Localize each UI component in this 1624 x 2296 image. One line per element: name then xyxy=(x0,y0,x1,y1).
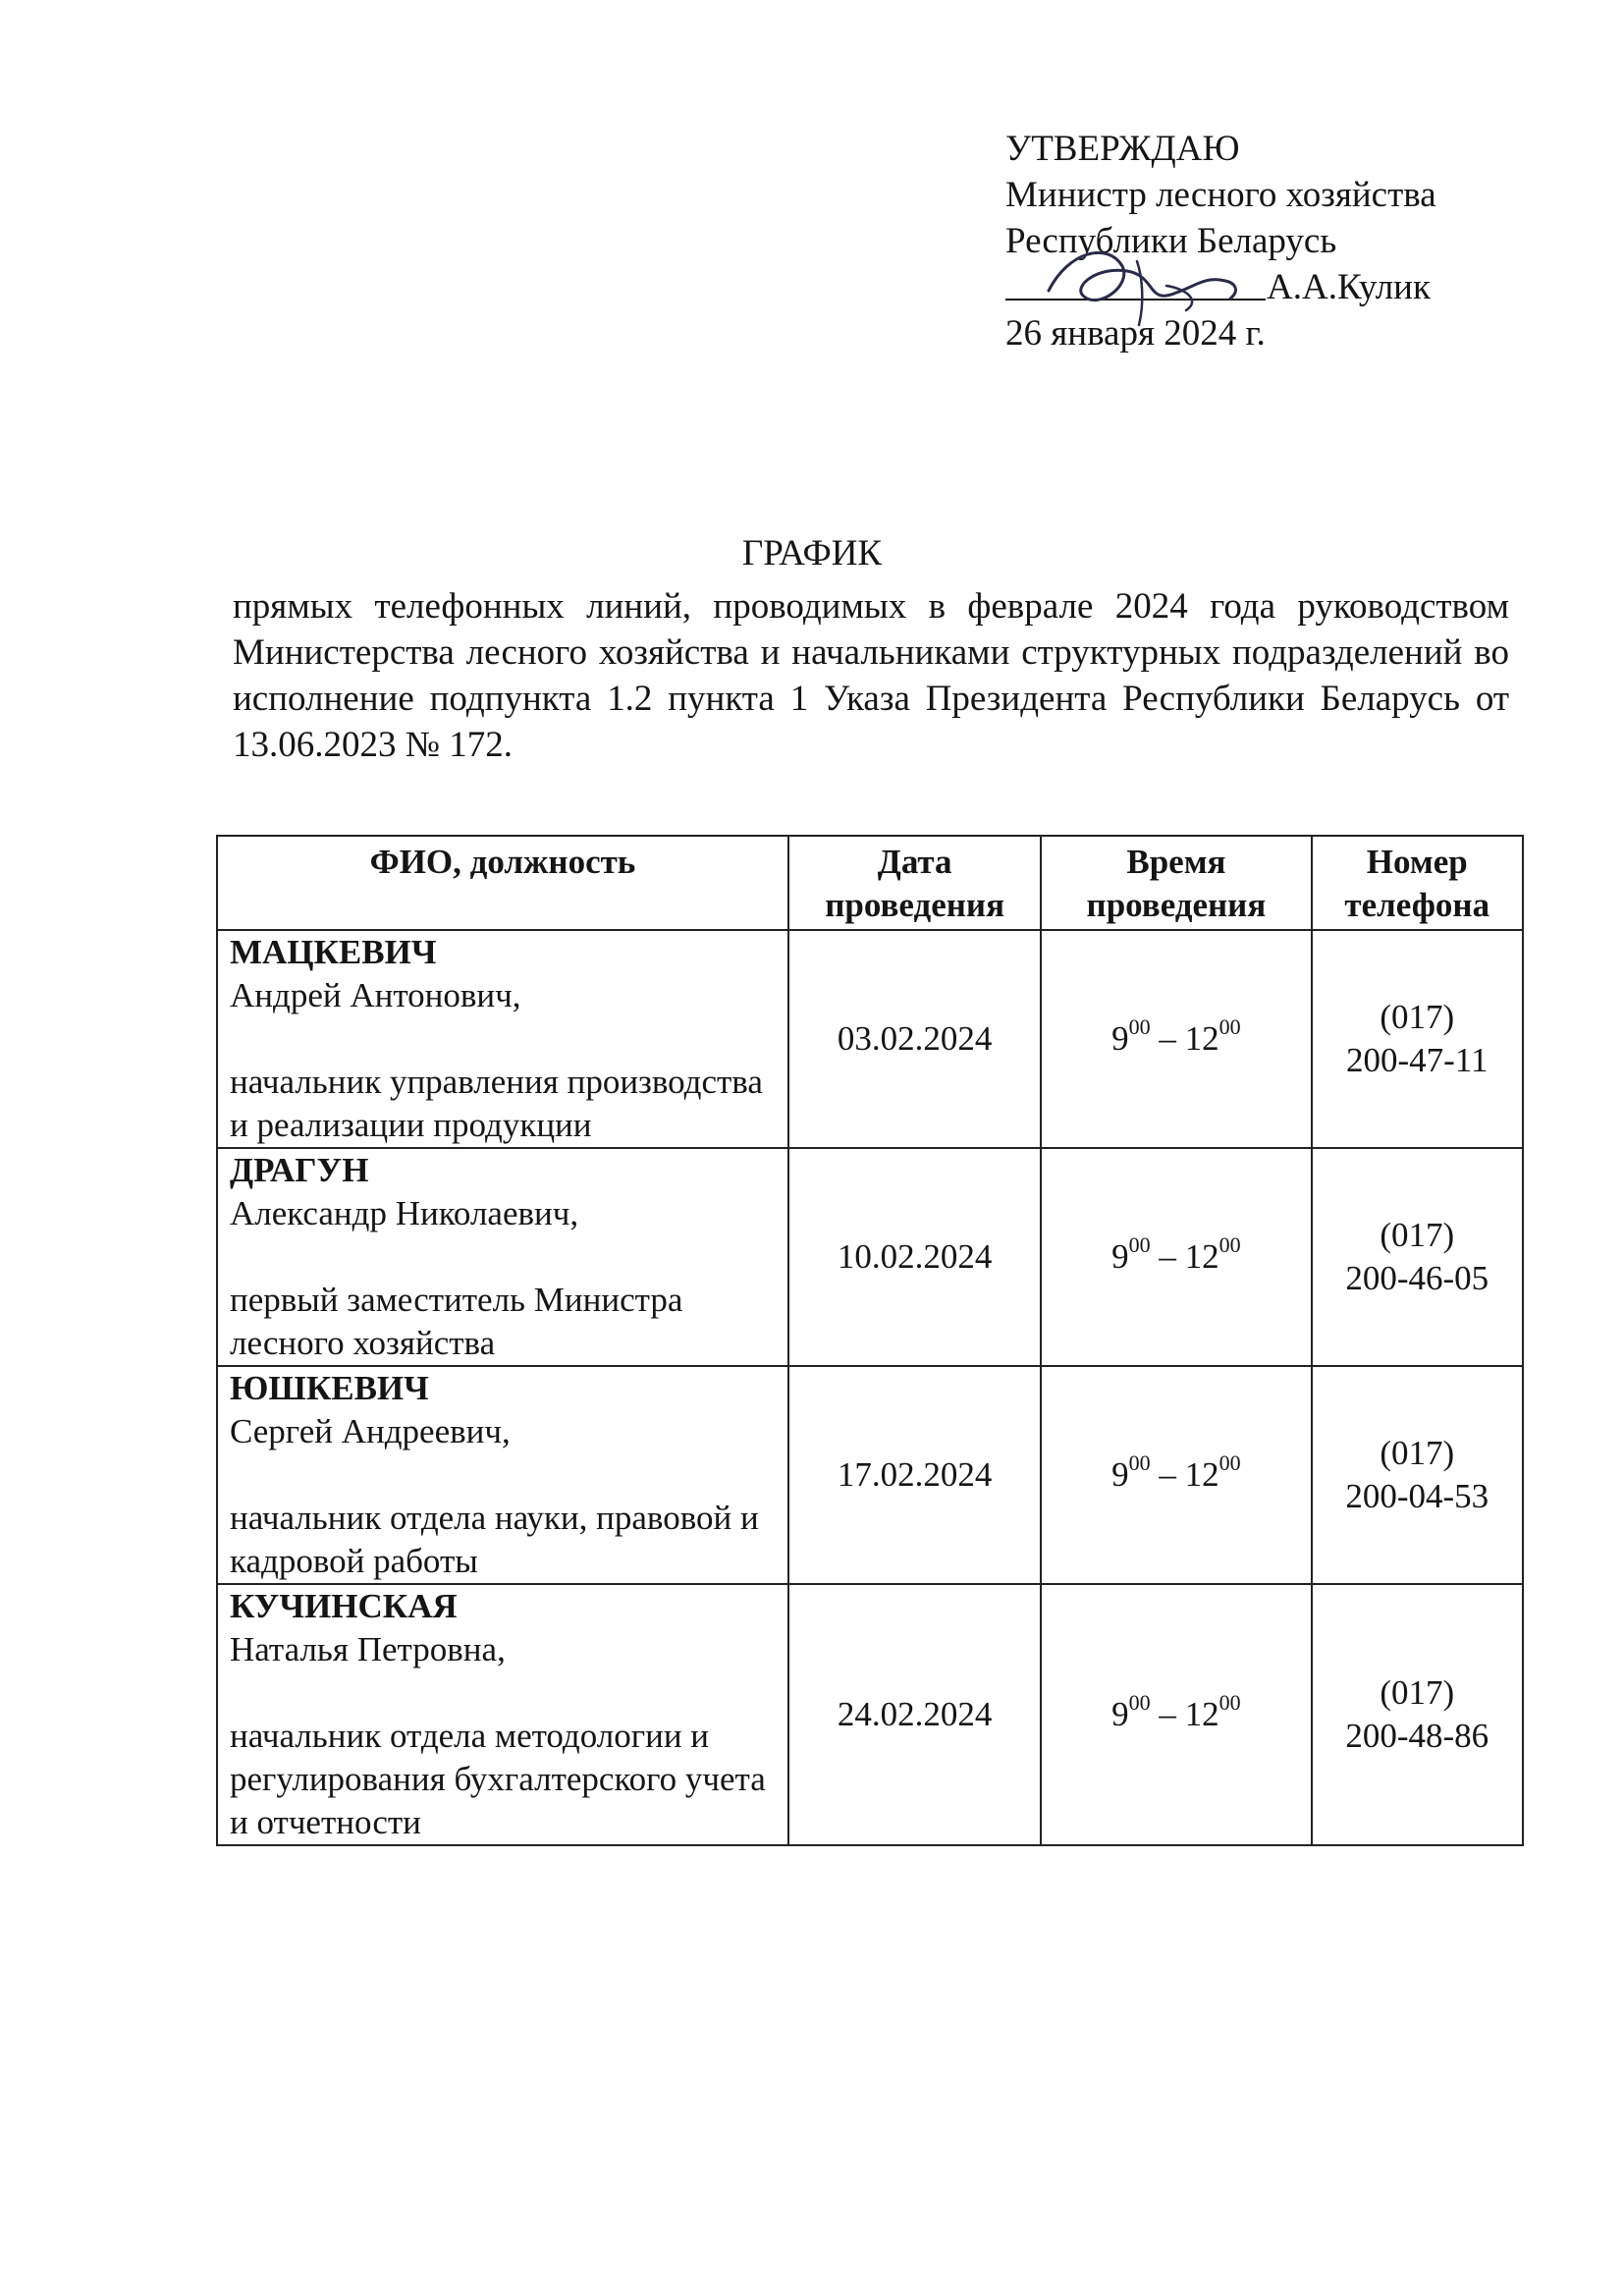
table-row xyxy=(217,1584,1523,1845)
approval-heading: УТВЕРЖДАЮ xyxy=(1005,129,1240,169)
header-name: ФИО, должность xyxy=(217,836,788,930)
surname: ДРАГУН xyxy=(230,1151,369,1189)
schedule-table xyxy=(216,835,1524,1846)
phone-number: 200-47-11 xyxy=(1345,1041,1489,1079)
phone-cell xyxy=(1312,1366,1524,1584)
phone-code: (017) xyxy=(1380,998,1455,1036)
position: начальник отдела науки, правовой и кадровой работы xyxy=(230,1499,759,1580)
spacer xyxy=(230,1235,776,1279)
header-phone: Номер телефона xyxy=(1312,836,1524,930)
time-cell: $9^{00} - 12^{00}$ xyxy=(1041,1148,1311,1366)
spacer xyxy=(230,1017,776,1061)
handwritten-signature xyxy=(1029,232,1255,340)
spacer xyxy=(230,1671,776,1715)
time-cell: $9^{00} - 12^{00}$ xyxy=(1041,930,1311,1148)
given-name: Наталья Петровна, xyxy=(230,1630,506,1668)
signer-name: А.А.Кулик xyxy=(1267,267,1431,307)
document-intro: прямых телефонных линий, проводимых в феврале 2024 года руководством Министерства лесного хозяйства и начальниками структурных подразделений во исполнение подпункта 1.2 пункта 1 Указа Президента Республики Беларусь от 13.06.2023 № 172. xyxy=(233,586,1509,765)
table-row xyxy=(217,1366,1523,1584)
position: начальник управления производства и реализации продукции xyxy=(230,1063,763,1144)
given-name: Сергей Андреевич, xyxy=(230,1412,511,1450)
phone-cell xyxy=(1312,1148,1524,1366)
header-date: Дата проведения xyxy=(788,836,1041,930)
surname: КУЧИНСКАЯ xyxy=(230,1587,458,1625)
phone-code: (017) xyxy=(1380,1434,1455,1472)
date-cell: 03.02.2024 xyxy=(788,930,1041,1148)
table-header-row xyxy=(217,836,1523,930)
time-cell: $9^{00} - 12^{00}$ xyxy=(1041,1584,1311,1845)
phone-cell xyxy=(1312,930,1524,1148)
given-name: Александр Николаевич, xyxy=(230,1194,579,1232)
table-row xyxy=(217,1148,1523,1366)
date-cell: 17.02.2024 xyxy=(788,1366,1041,1584)
phone-cell xyxy=(1312,1584,1524,1845)
name-cell xyxy=(217,1148,788,1366)
approval-position-line2: Республики Беларусь xyxy=(1005,221,1337,261)
surname: МАЦКЕВИЧ xyxy=(230,933,437,971)
phone-code: (017) xyxy=(1380,1216,1455,1254)
phone-code: (017) xyxy=(1380,1673,1455,1712)
phone-number: 200-46-05 xyxy=(1345,1259,1489,1297)
time-cell: $9^{00} - 12^{00}$ xyxy=(1041,1366,1311,1584)
date-cell: 10.02.2024 xyxy=(788,1148,1041,1366)
approval-position-line1: Министр лесного хозяйства xyxy=(1005,175,1436,215)
phone-number: 200-04-53 xyxy=(1345,1477,1489,1515)
date-cell: 24.02.2024 xyxy=(788,1584,1041,1845)
name-cell xyxy=(217,930,788,1148)
spacer xyxy=(230,1453,776,1497)
table-row xyxy=(217,930,1523,1148)
phone-number: 200-48-86 xyxy=(1345,1717,1489,1755)
document-title: ГРАФИК xyxy=(741,533,883,574)
position: начальник отдела методологии и регулирования бухгалтерского учета и отчетности xyxy=(230,1717,766,1841)
approval-date: 26 января 2024 г. xyxy=(1005,313,1266,354)
surname: ЮШКЕВИЧ xyxy=(230,1369,429,1407)
given-name: Андрей Антонович, xyxy=(230,976,521,1014)
header-time: Время проведения xyxy=(1041,836,1311,930)
name-cell xyxy=(217,1366,788,1584)
position: первый заместитель Министра лесного хозяйства xyxy=(230,1281,683,1362)
name-cell xyxy=(217,1584,788,1845)
